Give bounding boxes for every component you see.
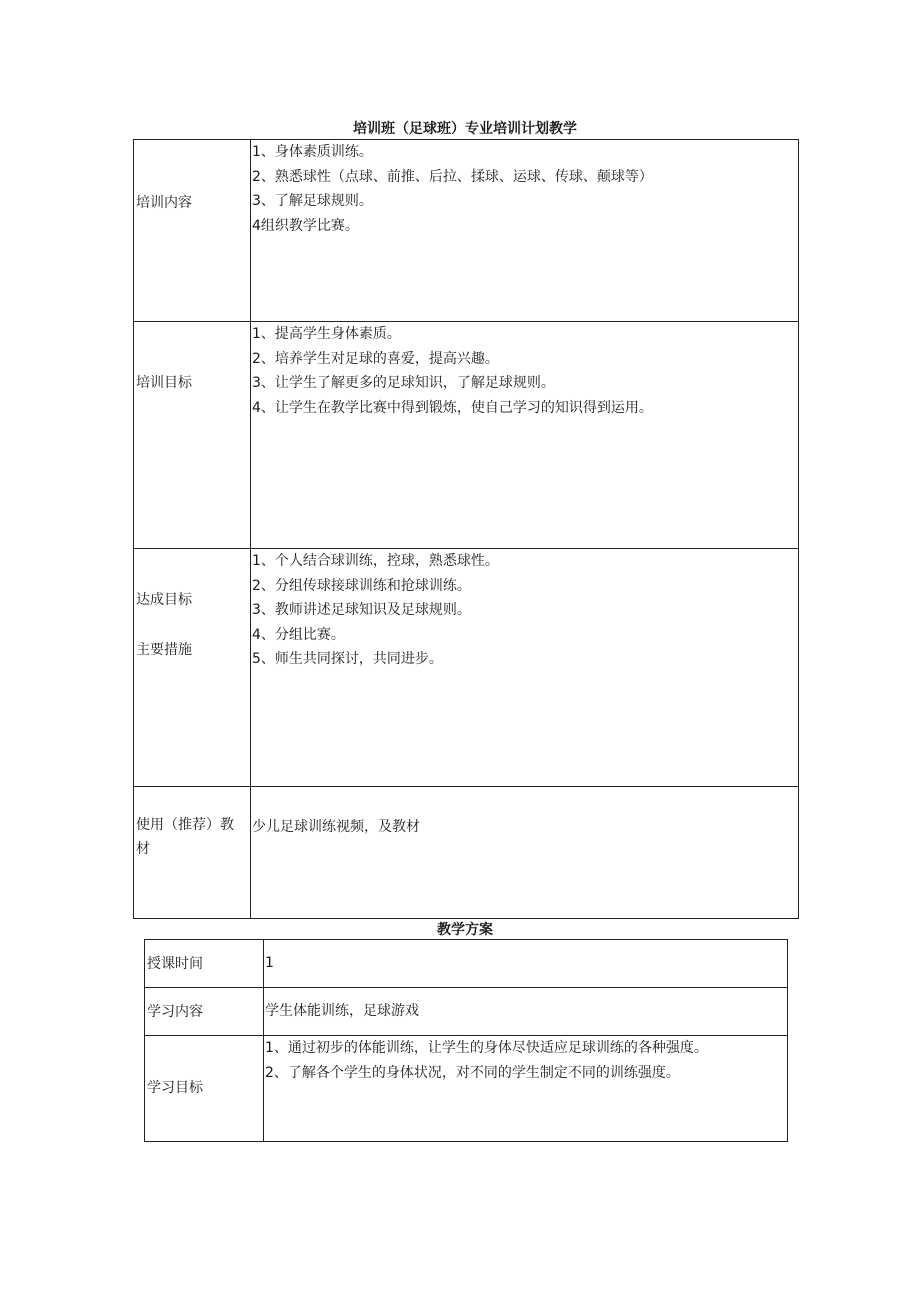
table-row [134, 140, 799, 322]
row-label: 使用（推荐）教 [136, 817, 234, 833]
label-cell-time [145, 940, 264, 988]
list-item: 3、了解足球规则。 [252, 193, 373, 209]
table-row [134, 322, 799, 549]
table-row [145, 940, 788, 988]
list-item: 5、师生共同探讨，共同进步。 [252, 651, 443, 667]
row-label: 学习目标 [147, 1080, 203, 1096]
list-item: 1、通过初步的体能训练，让学生的身体尽快适应足球训练的各种强度。 [265, 1040, 708, 1056]
row-label: 培训目标 [136, 375, 192, 391]
list-item: 3、教师讲述足球知识及足球规则。 [252, 602, 471, 618]
scheme-title: 教学方案 [437, 922, 493, 938]
list-item: 3、让学生了解更多的足球知识，了解足球规则。 [252, 375, 555, 391]
table-row [134, 787, 799, 919]
content-cell [251, 787, 799, 919]
label-cell-materials [134, 787, 251, 919]
content-cell [264, 940, 788, 988]
row-label: 授课时间 [147, 955, 203, 972]
row-label: 学习内容 [147, 1003, 203, 1020]
row-label: 材 [136, 841, 150, 857]
list-item: 2、分组传球接球训练和抢球训练。 [252, 577, 471, 594]
list-item: 1、身体素质训练。 [252, 144, 373, 160]
label-cell-measures [134, 549, 251, 787]
list-item: 少儿足球训练视频，及教材 [252, 819, 420, 835]
label-cell-content [134, 140, 251, 322]
table-row [134, 549, 799, 787]
list-item: 2、培养学生对足球的喜爱，提高兴趣。 [252, 350, 499, 367]
label-cell-study-goal [145, 1036, 264, 1142]
list-item: 1、个人结合球训练，控球，熟悉球性。 [252, 553, 499, 569]
content-cell [251, 549, 799, 787]
content-cell [251, 322, 799, 549]
training-plan-table [133, 139, 799, 919]
list-item: 4、让学生在教学比赛中得到锻炼，使自己学习的知识得到运用。 [252, 399, 653, 416]
row-label: 培训内容 [136, 195, 192, 211]
plan-title: 培训班（足球班）专业培训计划教学 [353, 121, 577, 137]
list-item: 学生体能训练，足球游戏 [265, 1003, 419, 1020]
row-label: 主要措施 [136, 642, 192, 658]
label-cell-study-content [145, 988, 264, 1036]
row-label: 达成目标 [136, 592, 192, 608]
list-item: 4、分组比赛。 [252, 626, 345, 643]
content-cell [264, 1036, 788, 1142]
content-cell [264, 988, 788, 1036]
list-item: 2、了解各个学生的身体状况，对不同的学生制定不同的训练强度。 [265, 1064, 680, 1081]
table-row [145, 988, 788, 1036]
list-item: 4组织教学比赛。 [252, 217, 359, 234]
list-item: 1、提高学生身体素质。 [252, 326, 401, 342]
label-cell-goal [134, 322, 251, 549]
list-item: 1 [265, 955, 274, 972]
table-row [145, 1036, 788, 1142]
teaching-scheme-table [144, 939, 788, 1142]
content-cell [251, 140, 799, 322]
list-item: 2、熟悉球性（点球、前推、后拉、揉球、运球、传球、颠球等） [252, 168, 653, 185]
